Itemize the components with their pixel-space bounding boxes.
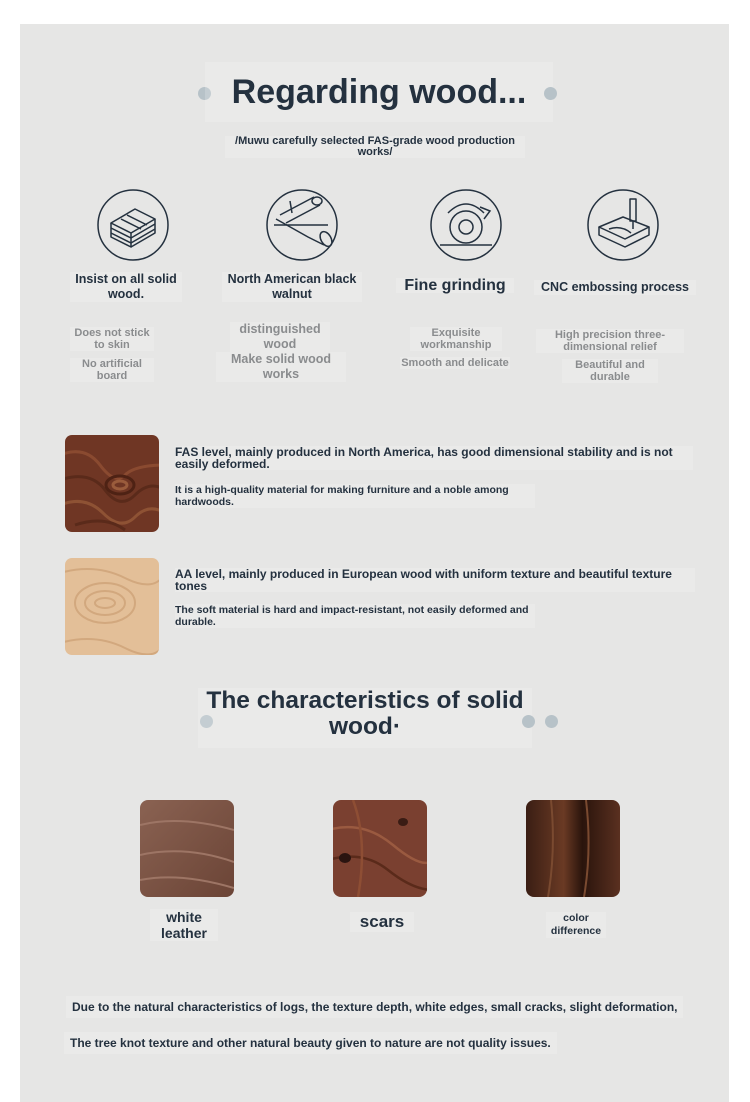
- wood-planks-icon: [97, 189, 169, 261]
- feature-title-cnc: CNC embossing process: [534, 280, 696, 295]
- characteristic-label-scars: scars: [350, 912, 414, 932]
- characteristics-title: The characteristics of solid wood·: [198, 688, 532, 748]
- feature-title-walnut: North American black walnut: [222, 272, 362, 302]
- note-line-1: Due to the natural characteristics of logs, the texture depth, white edges, small cracks, slight deformation,: [66, 996, 683, 1018]
- characteristic-label-white-leather: white leather: [150, 909, 218, 941]
- note-line-2: The tree knot texture and other natural beauty given to nature are not quality issues.: [64, 1032, 557, 1054]
- feature-desc-3-line1: Exquisite workmanship: [410, 327, 502, 351]
- beech-headline: AA level, mainly produced in European wood with uniform texture and beautiful texture tones: [175, 568, 695, 592]
- walnut-headline: FAS level, mainly produced in North America, has good dimensional stability and is not easily deformed.: [175, 446, 693, 470]
- page-subtitle: /Muwu carefully selected FAS-grade wood production works/: [225, 136, 525, 158]
- walnut-detail: It is a high-quality material for making furniture and a noble among hardwoods.: [175, 484, 535, 508]
- feature-desc-4-line1: High precision three-dimensional relief: [536, 329, 684, 353]
- beech-detail: The soft material is hard and impact-resistant, not easily deformed and durable.: [175, 604, 535, 628]
- walnut-log-icon: [266, 189, 338, 261]
- white-leather-image: [140, 800, 234, 897]
- feature-desc-2-line2: Make solid wood works: [216, 352, 346, 382]
- feature-desc-1-line1: Does not stick to skin: [70, 327, 154, 351]
- scars-image: [333, 800, 427, 897]
- feature-desc-3-line2: Smooth and delicate: [401, 357, 509, 369]
- decor-dot-right: [544, 87, 557, 100]
- decor-dot-right-2a: [522, 715, 535, 728]
- beech-swatch: [65, 558, 159, 655]
- characteristic-label-color-difference: color difference: [546, 912, 606, 938]
- feature-title-grinding: Fine grinding: [396, 278, 514, 293]
- feature-desc-1-line2: No artificial board: [70, 358, 154, 382]
- feature-desc-4-line2: Beautiful and durable: [562, 359, 658, 383]
- feature-desc-2-line1: distinguished wood: [230, 322, 330, 352]
- cnc-carving-icon: [587, 189, 659, 261]
- decor-dot-right-2b: [545, 715, 558, 728]
- page-title: Regarding wood...: [205, 62, 553, 122]
- grinding-wheel-icon: [430, 189, 502, 261]
- feature-title-solid-wood: Insist on all solid wood.: [70, 272, 182, 302]
- walnut-swatch: [65, 435, 159, 532]
- color-difference-image: [526, 800, 620, 897]
